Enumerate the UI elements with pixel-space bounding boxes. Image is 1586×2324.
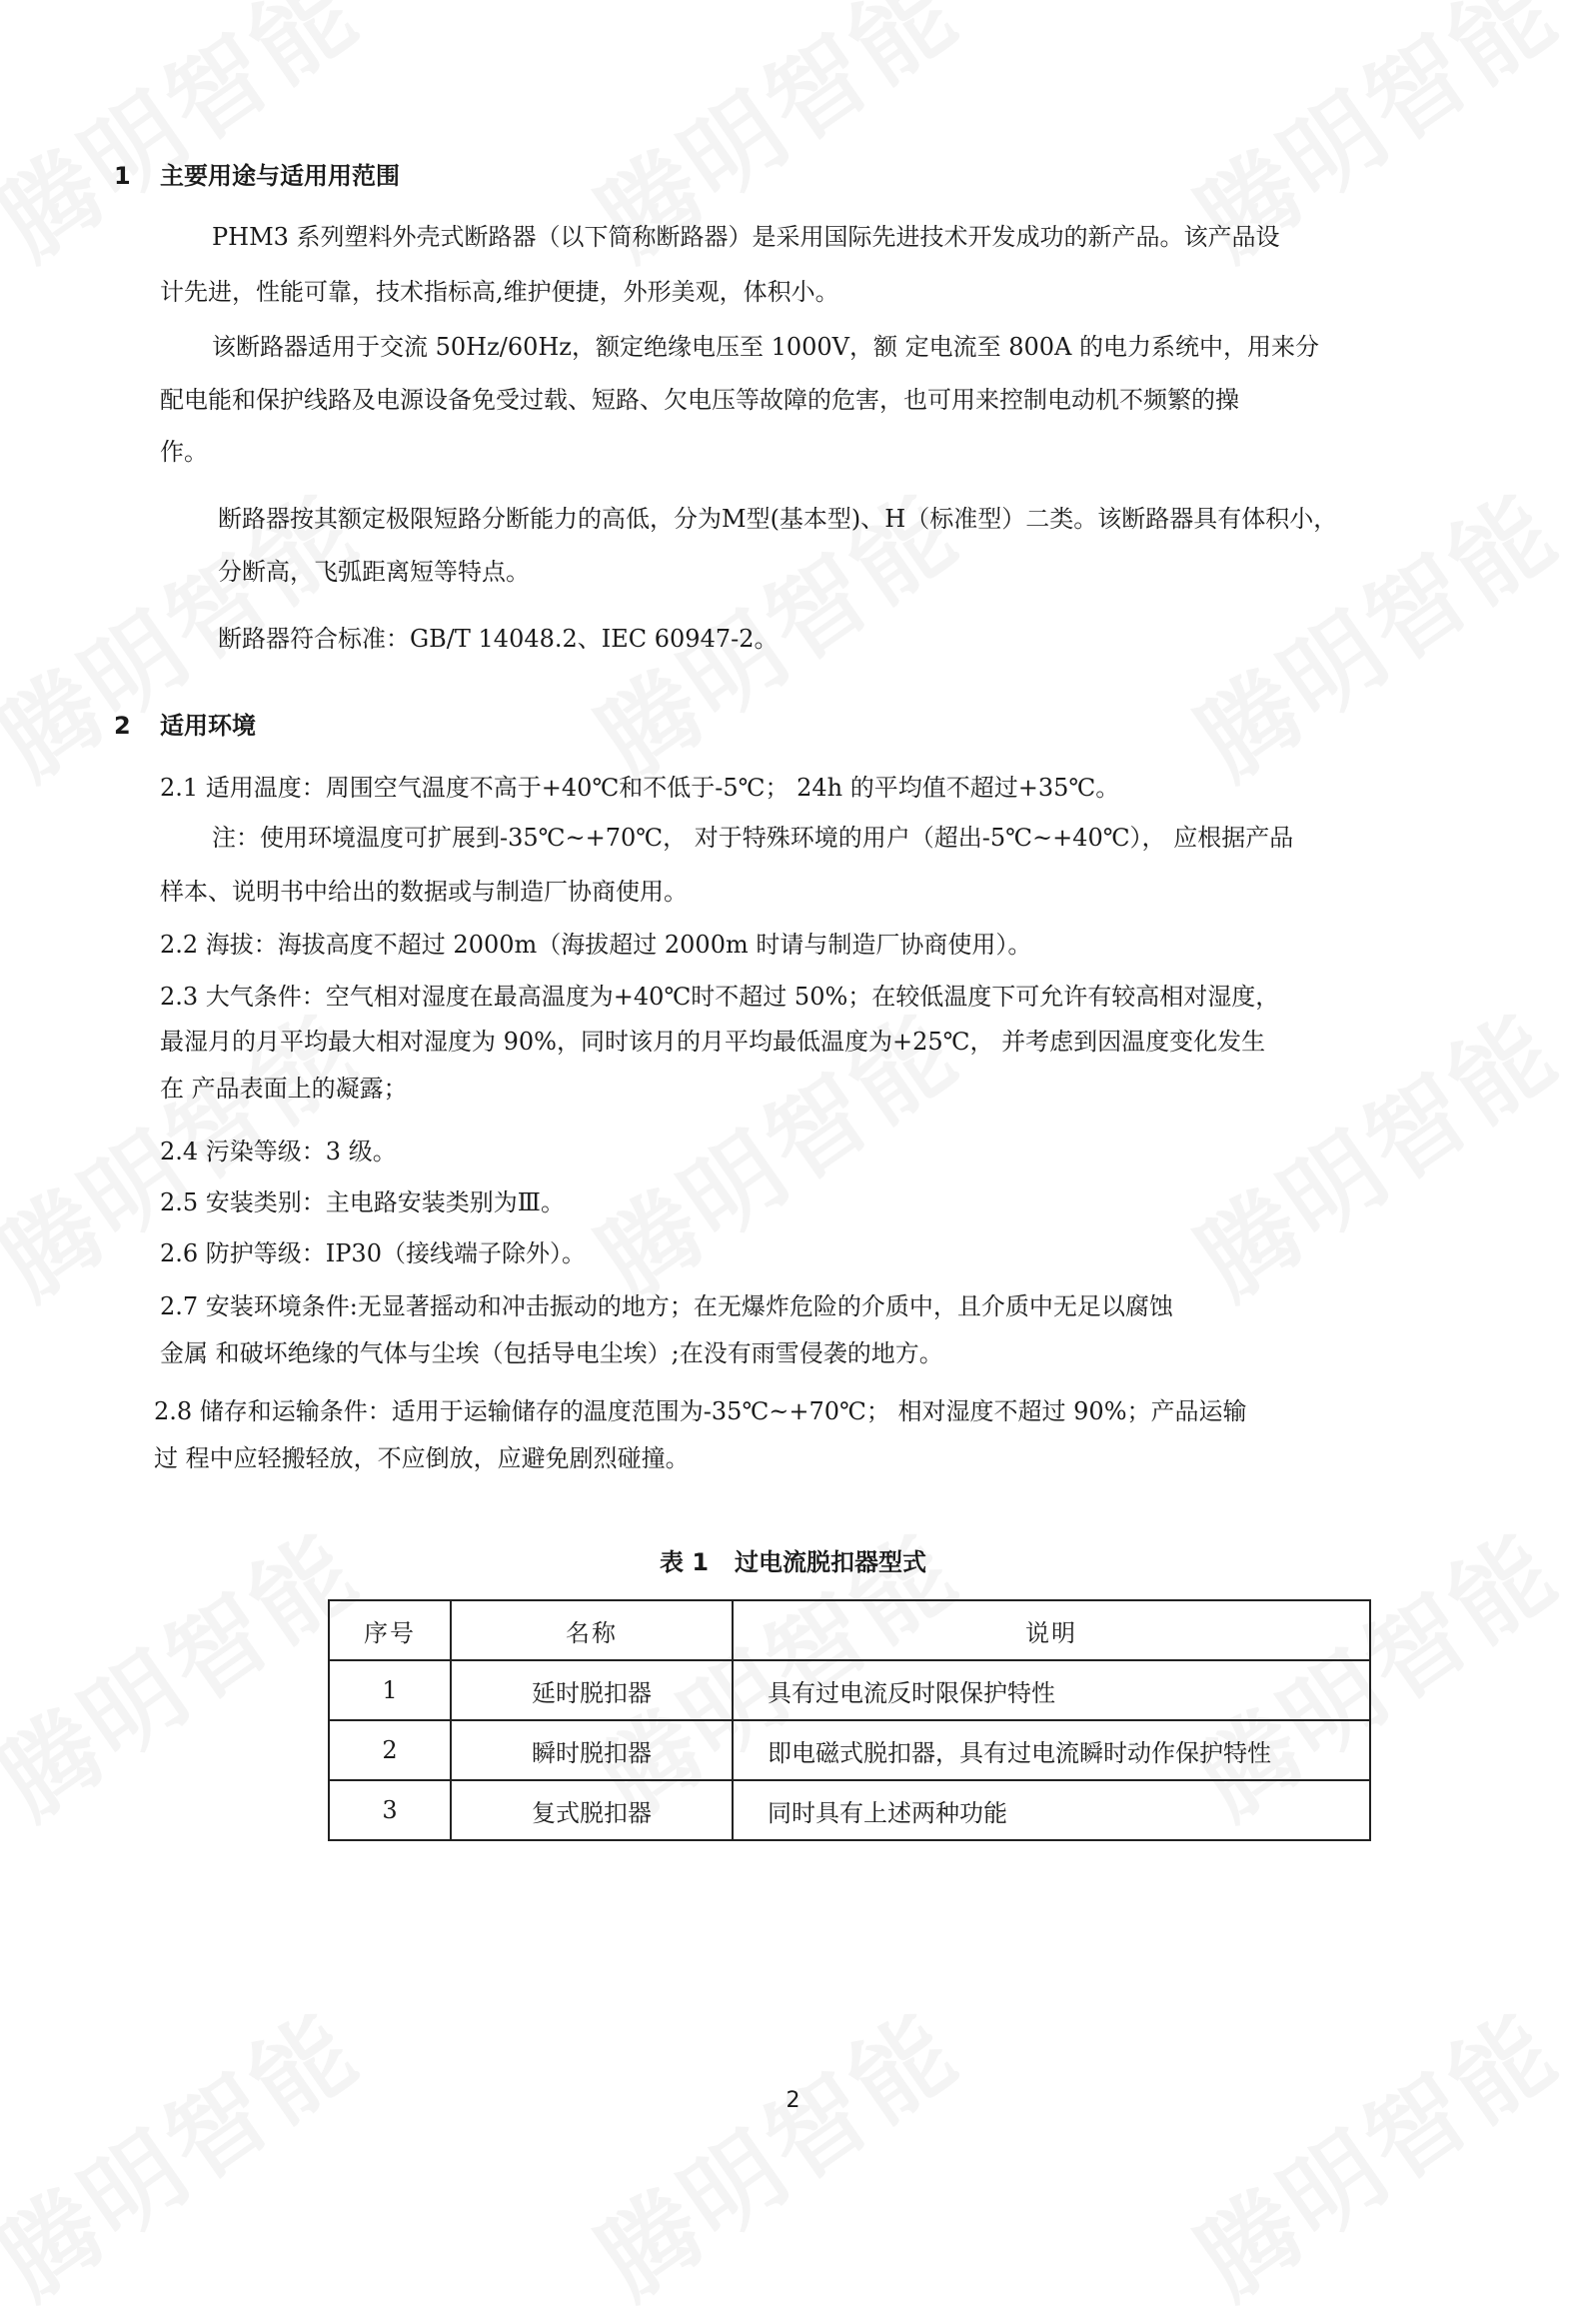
paragraph-line: 断路器符合标准：GB/T 14048.2、IEC 60947-2。	[218, 625, 779, 653]
paragraph-line: 该断路器适用于交流 50Hz/60Hz，额定绝缘电压至 1000V，额 定电流至 800A 的电力系统中，用来分	[212, 333, 1320, 361]
section-number: 2	[114, 712, 131, 740]
watermark	[0, 1975, 382, 2324]
paragraph-line: 最湿月的月平均最大相对湿度为 90%，同时该月的月平均最低温度为+25℃， 并考虑到因温度变化发生	[160, 1028, 1266, 1056]
cell-description: 同时具有上述两种功能	[733, 1780, 1370, 1840]
paragraph-line: 在 产品表面上的凝露；	[160, 1075, 408, 1103]
cell-description: 即电磁式脱扣器，具有过电流瞬时动作保护特性	[733, 1720, 1370, 1780]
table-row	[329, 1660, 1370, 1720]
section-title: 适用环境	[160, 712, 256, 740]
watermark	[1165, 1975, 1580, 2324]
paragraph-line: 过 程中应轻搬轻放，不应倒放，应避免剧烈碰撞。	[154, 1444, 690, 1472]
paragraph-line: 2.4 污染等级：3 级。	[160, 1138, 397, 1165]
section-heading	[114, 706, 256, 741]
paragraph-line: 样本、说明书中给出的数据或与制造厂协商使用。	[160, 878, 688, 906]
section-number: 1	[114, 162, 131, 190]
paragraph-line: 2.1 适用温度：周围空气温度不高于+40℃和不低于-5℃； 24h 的平均值不超过+35℃。	[160, 774, 1120, 802]
cell-description: 具有过电流反时限保护特性	[733, 1660, 1370, 1720]
paragraph-line: 作。	[160, 438, 208, 466]
header-cell-description: 说明	[733, 1600, 1370, 1660]
paragraph-line: PHM3 系列塑料外壳式断路器（以下简称断路器）是采用国际先进技术开发成功的新产品。该产品设	[212, 223, 1280, 251]
cell-name: 延时脱扣器	[451, 1660, 733, 1720]
cell-number: 3	[329, 1780, 451, 1840]
paragraph-line: 2.5 安装类别：主电路安装类别为Ⅲ。	[160, 1188, 565, 1216]
paragraph-line: 配电能和保护线路及电源设备免受过载、短路、欠电压等故障的危害，也可用来控制电动机不频繁的操	[160, 386, 1239, 414]
table-caption-title: 过电流脱扣器型式	[735, 1548, 927, 1576]
cell-name: 瞬时脱扣器	[451, 1720, 733, 1780]
table-row	[329, 1720, 1370, 1780]
table-row	[329, 1780, 1370, 1840]
paragraph-line: 2.2 海拔：海拔高度不超过 2000m（海拔超过 2000m 时请与制造厂协商使用）。	[160, 931, 1032, 959]
paragraph-line: 计先进，性能可靠，技术指标高,维护便捷，外形美观，体积小。	[160, 278, 839, 306]
watermark	[566, 1975, 980, 2324]
paragraph-line: 分断高，飞弧距离短等特点。	[218, 558, 530, 586]
section-title: 主要用途与适用用范围	[160, 162, 400, 190]
page-number: 2	[786, 2088, 800, 2113]
header-cell-name: 名称	[451, 1600, 733, 1660]
tripping-device-table	[328, 1599, 1371, 1841]
paragraph-line: 注：使用环境温度可扩展到-35℃~+70℃， 对于特殊环境的用户（超出-5℃~+40℃）， 应根据产品	[212, 824, 1294, 852]
paragraph-line: 2.3 大气条件：空气相对湿度在最高温度为+40℃时不超过 50%；在较低温度下可允许有较高相对湿度，	[160, 983, 1280, 1011]
paragraph-line: 2.6 防护等级：IP30（接线端子除外）。	[160, 1239, 586, 1267]
paragraph-line: 2.7 安装环境条件:无显著摇动和冲击振动的地方；在无爆炸危险的介质中，且介质中无足以腐蚀	[160, 1292, 1173, 1320]
header-cell-number: 序号	[329, 1600, 451, 1660]
cell-name: 复式脱扣器	[451, 1780, 733, 1840]
paragraph-line: 断路器按其额定极限短路分断能力的高低，分为M型(基本型)、H（标准型）二类。该断路器具有体积小，	[218, 505, 1338, 533]
section-heading	[114, 156, 400, 191]
paragraph-line: 金属 和破坏绝缘的气体与尘埃（包括导电尘埃）;在没有雨雪侵袭的地方。	[160, 1339, 943, 1367]
table-header-row	[329, 1600, 1370, 1660]
table-caption-label: 表 1	[659, 1548, 710, 1576]
cell-number: 1	[329, 1660, 451, 1720]
paragraph-line: 2.8 储存和运输条件：适用于运输储存的温度范围为-35℃~+70℃； 相对湿度不超过 90%；产品运输	[154, 1397, 1247, 1425]
table-caption	[0, 1542, 1586, 1577]
cell-number: 2	[329, 1720, 451, 1780]
